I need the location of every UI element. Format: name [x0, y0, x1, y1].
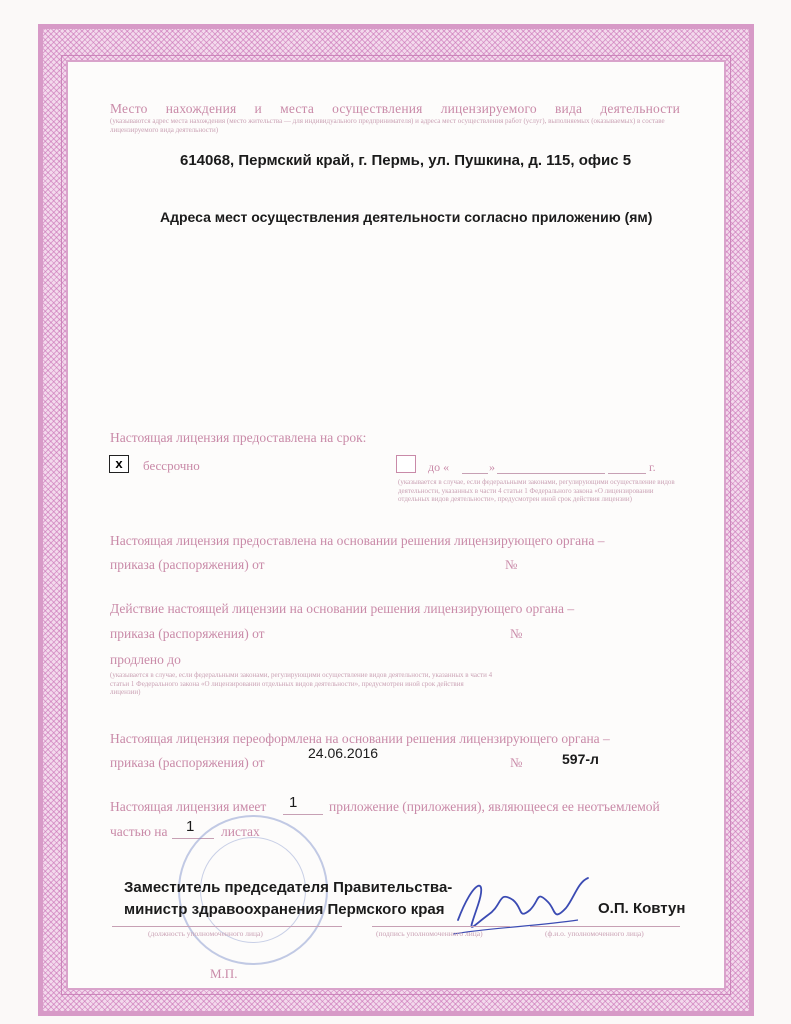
year-suffix: г.: [649, 460, 656, 474]
appendix-count-line: [283, 814, 323, 815]
signature-sign-line: [372, 926, 510, 927]
reissue-line-1: Настоящая лицензия переоформлена на основании решения лицензирующего органа –: [110, 731, 610, 746]
until-close: »: [489, 460, 495, 474]
caption-signature: (подпись уполномоченного лица): [376, 929, 483, 938]
term-title: Настоящая лицензия предоставлена на срок:: [110, 430, 367, 445]
reissue-date: 24.06.2016: [308, 745, 379, 761]
location-title: Место нахождения и места осуществления лицензируемого вида деятельности: [110, 101, 680, 116]
until-day-line: [462, 473, 488, 474]
addresses-line: Адреса мест осуществления деятельности согласно приложению (ям): [160, 209, 653, 225]
caption-position: (должность уполномоченного лица): [148, 929, 263, 938]
handwritten-signature: [448, 860, 598, 940]
grant-line-2: приказа (распоряжения) от: [110, 557, 265, 572]
perpetual-checkbox[interactable]: x: [109, 455, 129, 473]
until-month-line: [497, 473, 605, 474]
appendix-text-2a: частью на: [110, 824, 168, 839]
appendix-text-1a: Настоящая лицензия имеет: [110, 799, 267, 814]
grant-line-1: Настоящая лицензия предоставлена на основании решения лицензирующего органа –: [110, 533, 605, 548]
reissue-no-label: №: [510, 755, 523, 770]
extension-line-1: Действие настоящей лицензии на основании решения лицензирующего органа –: [110, 601, 575, 616]
address-value: 614068, Пермский край, г. Пермь, ул. Пушкина, д. 115, офис 5: [180, 152, 632, 169]
stamp-place-label: М.П.: [210, 966, 238, 981]
appendix-text-2b: листах: [221, 824, 260, 839]
name-sign-line: [530, 926, 680, 927]
until-label: до «: [428, 460, 450, 474]
extension-line-2: приказа (распоряжения) от: [110, 626, 265, 641]
grant-no-label: №: [505, 557, 518, 572]
appendix-count: 1: [289, 794, 298, 811]
until-note: (указывается в случае, если федеральными законами, регулирующими осуществление видов деятельности, указанных в части 4 статьи 1 Федерального закона «О лицензировании отдельных видов деятельности», предусмотрен иной срок действия лицензии): [398, 478, 675, 503]
appendix-text-1b: приложение (приложения), являющееся ее неотъемлемой: [329, 799, 660, 814]
extended-until-label: продлено до: [110, 652, 181, 667]
location-note: (указываются адрес места нахождения (место жительства — для индивидуального предпринимателя) и адреса мест осуществления работ (услуг), выполняемых (оказываемых) в составе лицензируемого вида деятельности): [110, 117, 665, 134]
reissue-line-2: приказа (распоряжения) от: [110, 755, 265, 770]
content-area: [66, 60, 726, 990]
extension-no-label: №: [510, 626, 523, 641]
perpetual-label: бессрочно: [143, 458, 200, 473]
reissue-number: 597-л: [562, 751, 599, 767]
position-sign-line: [112, 926, 342, 927]
extension-note: (указывается в случае, если федеральными законами, регулирующими осуществление видов деятельности, указанных в части 4 статьи 1 Федерального закона «О лицензировании отдельных видов деятельности», предусмотрен иной срок действия лицензии): [110, 671, 493, 696]
signatory-name: О.П. Ковтун: [598, 900, 686, 917]
until-year-line: [608, 473, 646, 474]
until-checkbox[interactable]: [396, 455, 416, 473]
position-line-1: Заместитель председателя Правительства-: [124, 879, 453, 896]
appendix-sheets: 1: [186, 818, 195, 835]
caption-name: (ф.и.о. уполномоченного лица): [545, 929, 644, 938]
position-line-2: министр здравоохранения Пермского края: [124, 901, 445, 918]
